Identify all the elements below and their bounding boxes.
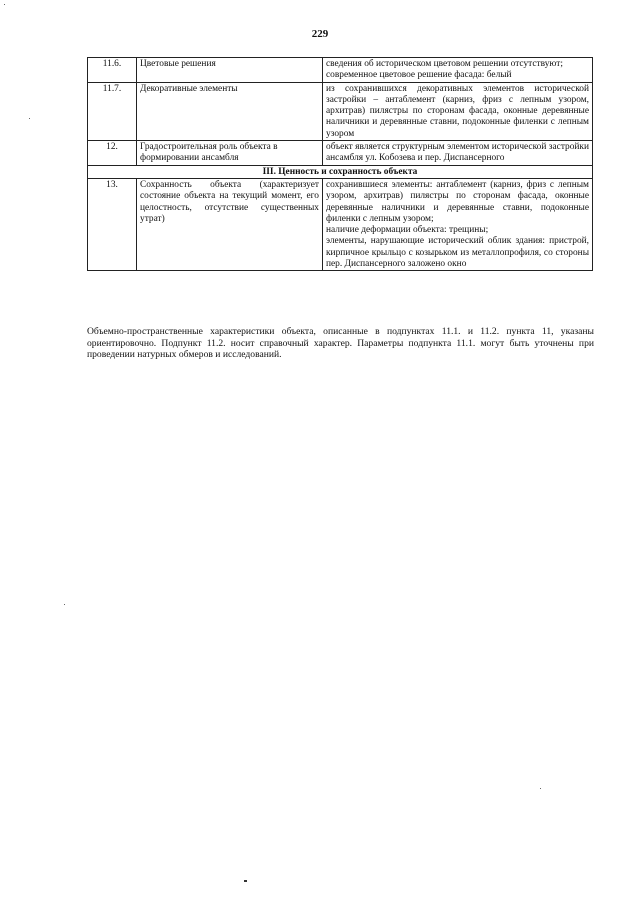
row-name: Градостроительная роль объекта в формировании ансамбля xyxy=(137,141,323,166)
description-line: из сохранившихся декоративных элементов исторической застройки – антаблемент (карниз, фриз с лепным узором, архитрав) пилястры по сторонам фасада, оконные деревянные наличники и деревянные ставни, подоконные филенки с лепным узором xyxy=(326,83,589,139)
row-description xyxy=(323,141,593,166)
scan-speck xyxy=(540,788,541,789)
scan-speck xyxy=(64,604,65,605)
description-line: элементы, нарушающие исторический облик здания: пристрой, кирпичное крыльцо с козырьком из металлопрофиля, со стороны пер. Диспансерного заложено окно xyxy=(326,236,589,270)
page-number: 229 xyxy=(311,28,329,40)
row-description xyxy=(323,178,593,270)
row-name: Декоративные элементы xyxy=(137,82,323,140)
row-number: 12. xyxy=(88,141,137,166)
scan-speck xyxy=(29,118,30,119)
table-row xyxy=(88,82,593,140)
row-name: Сохранность объекта (характеризует состояние объекта на текущий момент, его целостность, отсутствие существенных утрат) xyxy=(137,178,323,270)
section-heading: III. Ценность и сохранность объекта xyxy=(88,165,593,178)
row-description xyxy=(323,82,593,140)
footnote-paragraph: Объемно-пространственные характеристики объекта, описанные в подпунктах 11.1. и 11.2. пункта 11, указаны ориентировочно. Подпункт 11.2. носит справочный характер. Параметры подпункта 11.1. могут быть уточнены при проведении натурных обмеров и исследований. xyxy=(87,326,594,361)
description-line: сохранившиеся элементы: антаблемент (карниз, фриз с лепным узором, архитрав) пилястры по сторонам фасада, оконные деревянные наличники и деревянные ставни, подоконные филенки с лепным узором; xyxy=(326,179,589,224)
object-description-table xyxy=(87,57,593,271)
description-line: объект является структурным элементом исторической застройки ансамбля ул. Кобозева и пер. Диспансерного xyxy=(326,142,589,164)
row-number: 11.6. xyxy=(88,58,137,83)
row-number: 13. xyxy=(88,178,137,270)
row-number: 11.7. xyxy=(88,82,137,140)
row-name: Цветовые решения xyxy=(137,58,323,83)
table-row xyxy=(88,178,593,270)
description-line: современное цветовое решение фасада: белый xyxy=(326,70,512,81)
description-line: сведения об историческом цветовом решении отсутствуют; xyxy=(326,59,563,69)
description-line: наличие деформации объекта: трещины; xyxy=(326,225,489,236)
row-description xyxy=(323,58,593,83)
table-row xyxy=(88,58,593,83)
table-row xyxy=(88,141,593,166)
scan-speck xyxy=(244,880,247,882)
scan-speck xyxy=(4,4,5,5)
section-heading-row xyxy=(88,165,593,178)
